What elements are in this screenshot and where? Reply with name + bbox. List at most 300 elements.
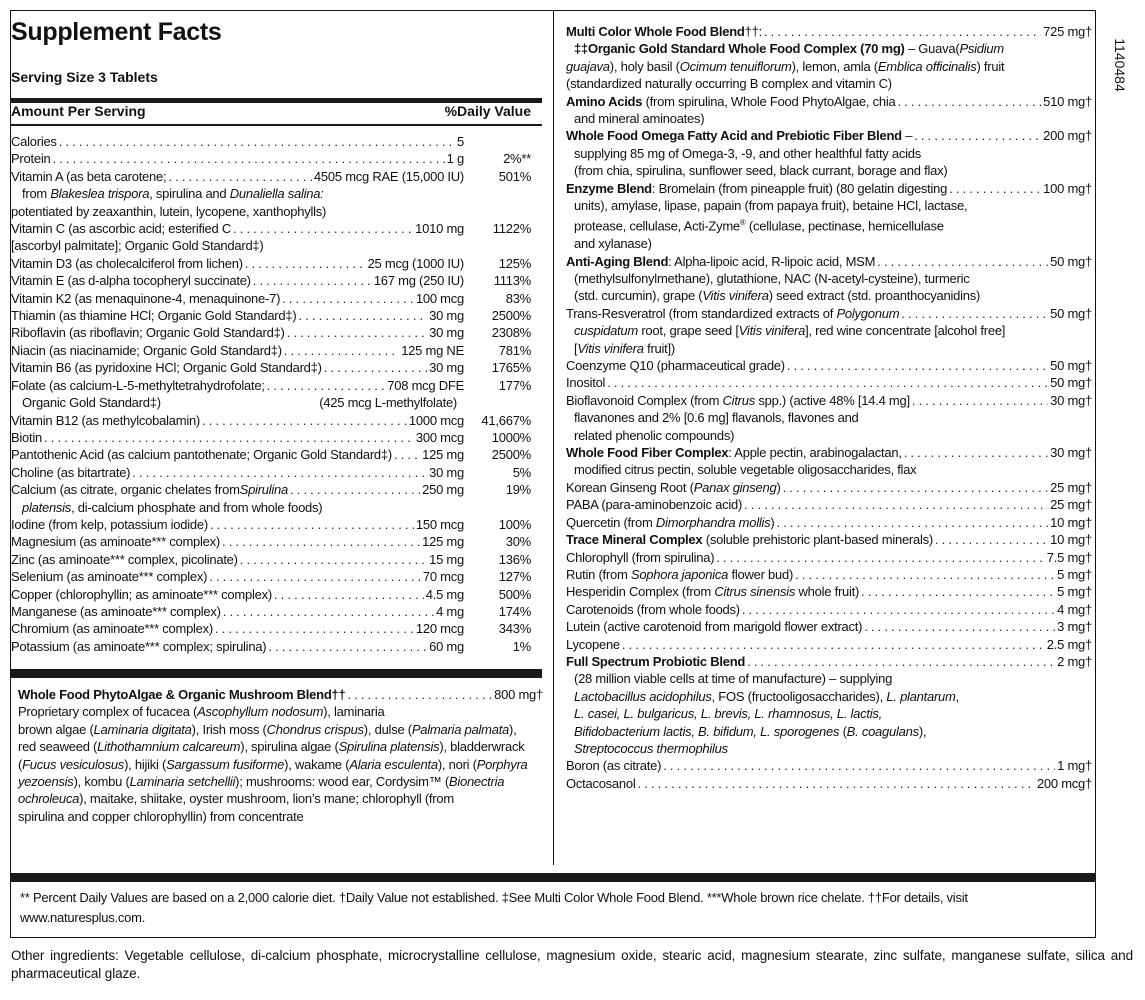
amount-per-serving-label: Amount Per Serving	[11, 103, 146, 119]
text-part: protease, cellulase, Acti-Zyme	[574, 218, 740, 234]
text-part: ); mushrooms: wood ear, Cordysim™ (	[235, 774, 449, 790]
nutrient-name: Protein	[11, 151, 51, 167]
nutrient-name: Riboflavin (as riboflavin; Organic Gold Standard‡)	[11, 325, 285, 341]
ingredient-row	[566, 253, 1092, 270]
leader-dots	[274, 586, 424, 603]
side-code	[1103, 22, 1139, 112]
text-part: (from spirulina, Whole Food PhytoAlgae, chia	[642, 93, 896, 109]
ingredient-detail-line	[566, 145, 1092, 162]
nutrient-daily-value: 41,667%	[481, 412, 531, 428]
nutrient-row	[11, 568, 531, 585]
text-part: supplying 85 mg of Omega-3, -9, and other healthful fatty acids	[574, 145, 922, 161]
nutrient-name: Chromium (as aminoate*** complex)	[11, 621, 213, 637]
text-part: Inositol	[566, 375, 606, 391]
text-part: )	[770, 514, 775, 530]
leader-dots	[215, 620, 414, 637]
text-part: root, grape seed [	[637, 323, 739, 339]
footnote-line-1: ** Percent Daily Values are based on a 2,000 calorie diet. †Daily Value not established. ‡See Multi Color Whole Food Blend. ***Whole brown rice chelate. ††For details, visit	[20, 890, 968, 905]
nutrient-row	[11, 638, 531, 655]
leader-dots	[864, 618, 1055, 635]
text-part: Laminaria setchellii	[129, 774, 236, 790]
ingredient-amount: 200 mcg†	[1036, 775, 1092, 791]
text-part: platensis	[22, 499, 72, 515]
leader-dots	[52, 150, 444, 167]
nutrient-row	[11, 359, 531, 376]
footnote	[20, 887, 1090, 927]
ingredient-amount: 50 mg†	[1050, 253, 1092, 269]
text-part: (28 million viable cells at time of manufacture) – supplying	[574, 671, 893, 687]
leader-dots	[663, 757, 1055, 774]
text-part: ) seed extract (std. proanthocyanidins)	[768, 288, 981, 304]
text-part: (	[839, 723, 847, 739]
text-part: :	[758, 24, 762, 39]
nutrient-name: Choline (as bitartrate)	[11, 464, 131, 480]
ingredient-row	[566, 479, 1092, 496]
ingredient-amount: 50 mg†	[1050, 375, 1092, 391]
ingredient-row	[566, 357, 1092, 374]
ingredient-amount: 50 mg†	[1050, 358, 1092, 374]
leader-dots	[324, 359, 427, 376]
text-part: ),	[509, 721, 517, 737]
ingredient-name	[566, 374, 605, 391]
ingredient-name	[566, 253, 875, 270]
text-part: Bionectria	[448, 774, 505, 790]
nutrient-amount: 4505 mcg RAE (15,000 IU)	[313, 168, 464, 184]
ingredient-detail-line	[566, 740, 1092, 757]
text-part: Amino Acids	[566, 93, 643, 109]
nutrient-name: Magnesium (as aminoate*** complex)	[11, 534, 220, 550]
ingredient-name	[566, 531, 933, 548]
text-part: Chlorophyll (from spirulina)	[566, 549, 715, 565]
leader-dots	[253, 272, 372, 289]
text-part: Ascophyllum nodosum	[197, 704, 324, 720]
leader-dots	[287, 324, 427, 341]
nutrient-daily-value: 2%**	[503, 151, 531, 167]
ingredient-name	[566, 775, 636, 792]
ingredient-amount: 725 mg†	[1043, 24, 1092, 39]
serving-size: Serving Size 3 Tablets	[11, 69, 158, 85]
nutrient-daily-value: 501%	[498, 168, 531, 184]
text-part: Citrus	[722, 392, 755, 408]
leader-dots	[168, 168, 312, 185]
text-part: ), holy basil (	[609, 58, 680, 74]
text-part: (	[18, 756, 23, 772]
nutrient-row	[11, 342, 531, 359]
ingredient-name	[566, 496, 742, 513]
leader-dots	[949, 180, 1041, 197]
nutrient-daily-value: 177%	[498, 377, 531, 393]
ingredient-amount: 2 mg†	[1057, 653, 1092, 669]
leader-dots	[284, 342, 399, 359]
nutrient-row	[11, 168, 531, 185]
nutrient-amount: 70 mcg	[422, 569, 464, 585]
nutrient-daily-value: 125%	[498, 255, 531, 271]
ingredient-row	[566, 180, 1092, 197]
ingredient-detail-line	[566, 214, 1092, 235]
leader-dots	[210, 516, 414, 533]
leader-dots	[233, 220, 413, 237]
header-divider	[11, 124, 542, 126]
text-part: Rutin (from	[566, 566, 631, 582]
ingredient-name	[566, 93, 895, 110]
ingredient-amount: 2.5 mg†	[1046, 636, 1092, 652]
text-part: , FOS (fructooligosaccharides),	[711, 688, 887, 704]
ingredient-detail-line	[566, 705, 1092, 722]
ingredient-detail-line	[566, 40, 1092, 57]
nutrient-name: Potassium (as aminoate*** complex; spirulina)	[11, 638, 267, 654]
leader-dots	[901, 305, 1048, 322]
text-part: Bifidobacterium lactis, B. bifidum, L. sporogenes	[574, 723, 840, 739]
nutrient-name: Thiamin (as thiamine HCl; Organic Gold Standard‡)	[11, 308, 297, 324]
nutrient-daily-value: 781%	[498, 342, 531, 358]
leader-dots	[861, 583, 1055, 600]
leader-dots	[268, 638, 427, 655]
phytoalgae-blend	[18, 686, 543, 825]
text-part: ), bladderwrack	[439, 739, 525, 755]
text-part: Korean Ginseng Root (	[566, 479, 694, 495]
text-part: flavanones and 2% [0.6 mg] flavanols, flavones and	[574, 410, 859, 426]
text-part: Alaria esculenta	[349, 756, 438, 772]
nutrient-amount: 15 mg	[429, 551, 464, 567]
text-part: Octacosanol	[566, 775, 636, 791]
ingredient-name	[566, 653, 745, 670]
nutrient-amount: 150 mcg	[415, 516, 464, 532]
ingredient-amount: 1 mg†	[1057, 758, 1092, 774]
text-part: Panax ginseng	[693, 479, 777, 495]
text-part: – Guava(	[904, 41, 960, 57]
ingredient-detail-line	[566, 670, 1092, 687]
text-part: (425 mcg L-methylfolate)	[319, 395, 457, 411]
blend-title-row	[18, 686, 543, 703]
leader-dots	[776, 514, 1048, 531]
nutrient-name: Copper (chlorophyllin; as aminoate*** complex)	[11, 586, 272, 602]
text-part: (from chia, spirulina, sunflower seed, black currant, borage and flax)	[574, 163, 948, 179]
text-part: Spirulina	[239, 482, 288, 498]
nutrient-name: Vitamin K2 (as menaquinone-4, menaquinone-7)	[11, 290, 281, 306]
text-part: ), wakame (	[284, 756, 350, 772]
ingredient-amount: 5 mg†	[1057, 566, 1092, 582]
text-part: Streptococcus thermophilus	[574, 740, 728, 756]
leader-dots	[222, 533, 420, 550]
blend-line	[18, 703, 543, 720]
text-part: ), dulse (	[363, 721, 412, 737]
nutrient-name: Biotin	[11, 429, 43, 445]
nutrient-row	[11, 586, 531, 603]
footnote-line-2: www.naturesplus.com.	[20, 910, 146, 925]
ingredient-amount: 25 mg†	[1050, 479, 1092, 495]
nutrient-daily-value: 100%	[498, 516, 531, 532]
text-part: ,	[955, 688, 959, 704]
text-part: Citrus sinensis	[714, 584, 796, 600]
nutrient-daily-value: 30%	[505, 534, 531, 550]
leader-dots	[747, 653, 1055, 670]
nutrient-name: Vitamin E (as d-alpha tocopheryl succinate)	[11, 273, 251, 289]
blend-line	[18, 790, 543, 807]
text-part: Lithothamnium calcareum	[97, 739, 241, 755]
calcium-continuation	[11, 499, 531, 516]
nutrient-amount: 30 mg	[429, 325, 464, 341]
leader-dots	[245, 255, 366, 272]
text-part: Trace Mineral Complex	[566, 532, 703, 548]
blend-line	[18, 756, 543, 773]
amount-header	[11, 103, 531, 119]
nutrient-daily-value: 1122%	[492, 221, 531, 237]
leader-dots	[282, 290, 414, 307]
text-part: ), laminaria	[323, 704, 385, 720]
text-part: [	[574, 340, 578, 356]
nutrient-name: Selenium (as aminoate*** complex)	[11, 569, 208, 585]
text-part: flower bud)	[728, 566, 794, 582]
text-part: Psidium	[959, 41, 1004, 57]
leader-dots	[716, 549, 1044, 566]
ingredient-name	[566, 549, 714, 566]
nutrient-name: Folate (as calcium-L-5-methyltetrahydrofolate;	[11, 377, 265, 393]
ingredient-row	[566, 514, 1092, 531]
ingredient-detail-line	[566, 409, 1092, 426]
leader-dots	[240, 551, 427, 568]
nutrient-name: Iodine (from kelp, potassium iodide)	[11, 516, 208, 532]
blend-amount: 800 mg†	[494, 687, 543, 702]
text-part: ), maitake, shiitake, oyster mushroom, lion’s mane; chlorophyll (from	[79, 791, 454, 807]
text-part: red seaweed (	[18, 739, 98, 755]
nutrient-amount: 60 mg	[429, 638, 464, 654]
nutrient-name: Pantothenic Acid (as calcium pantothenate; Organic Gold Standard‡)	[11, 447, 392, 463]
ingredient-amount: 25 mg†	[1050, 497, 1092, 513]
ingredient-row	[566, 93, 1092, 110]
ingredient-detail-line	[566, 723, 1092, 740]
text-part: Enzyme Blend	[566, 180, 652, 196]
nutrient-daily-value: 2500%	[491, 308, 531, 324]
nutrient-daily-value: 1000%	[491, 429, 531, 445]
text-part: Whole Food Omega Fatty Acid and Prebiotic Fiber Blend	[566, 128, 902, 144]
text-part: L. casei, L. bulgaricus, L. brevis, L. rhamnosus, L. lactis,	[574, 706, 882, 722]
ingredient-name	[566, 514, 774, 531]
nutrient-daily-value: 83%	[505, 290, 531, 306]
blend-list	[566, 23, 1092, 792]
ingredient-amount: 10 mg†	[1050, 514, 1092, 530]
text-part: (standardized naturally occurring B complex and vitamin C)	[566, 76, 892, 92]
leader-dots	[298, 307, 427, 324]
nutrient-daily-value: 136%	[498, 551, 531, 567]
text-part: modified citrus pectin, soluble vegetable oligosaccharides, flax	[574, 462, 917, 478]
nutrient-amount: 1000 mcg	[408, 412, 464, 428]
nutrient-name: Zinc (as aminoate*** complex, picolinate)	[11, 551, 238, 567]
nutrient-row	[11, 133, 531, 150]
nutrient-row	[11, 464, 531, 481]
nutrient-amount: 30 mg	[429, 464, 464, 480]
ingredient-name	[566, 305, 899, 322]
nutrient-name: Calcium (as citrate, organic chelates from	[11, 482, 240, 498]
nutrient-daily-value: 1765%	[491, 360, 531, 376]
text-part: (std. curcumin), grape (	[574, 288, 703, 304]
nutrient-amount: 100 mcg	[415, 290, 464, 306]
nutrient-amount: 1 g	[446, 151, 464, 167]
leader-dots	[209, 568, 421, 585]
text-part: Boron (as citrate)	[566, 758, 662, 774]
leader-dots	[912, 392, 1048, 409]
text-part: , di-calcium phosphate and from whole foods)	[71, 499, 323, 515]
text-part: yezoensis	[18, 774, 74, 790]
leader-dots	[935, 531, 1048, 548]
text-part: Anti-Aging Blend	[566, 253, 669, 269]
text-part: Dunaliella salina:	[229, 186, 324, 202]
nutrient-name: Vitamin A (as beta carotene;	[11, 168, 167, 184]
nutrient-amount: 30 mg	[429, 360, 464, 376]
nutrient-row	[11, 272, 531, 289]
ingredient-amount: 3 mg†	[1057, 619, 1092, 635]
ingredient-amount: 510 mg†	[1043, 93, 1092, 109]
leader-dots	[347, 686, 492, 703]
nutrient-name: Niacin (as niacinamide; Organic Gold Standard‡)	[11, 342, 282, 358]
side-code-text: 1140484	[1112, 38, 1128, 92]
ingredient-name	[566, 618, 862, 635]
nutrient-name: Vitamin C (as ascorbic acid; esterified C	[11, 221, 231, 237]
text-part: ), spirulina algae (	[240, 739, 339, 755]
text-part: ), lemon, amla (	[791, 58, 878, 74]
ingredient-row	[566, 444, 1092, 461]
text-part: Hesperidin Complex (from	[566, 584, 715, 600]
nutrient-amount: 25 mcg (1000 IU)	[367, 255, 464, 271]
ingredient-detail-line	[566, 75, 1092, 92]
text-part: Fucus vesiculosus	[22, 756, 125, 772]
nutrient-amount: 4 mg	[436, 603, 464, 619]
text-part: , spirulina and	[149, 186, 230, 202]
text-part: guajava	[566, 58, 610, 74]
ingredient-amount: 10 mg†	[1050, 532, 1092, 548]
ingredient-row	[566, 23, 1092, 40]
nutrient-daily-value: 1113%	[493, 273, 531, 289]
ingredient-detail-line	[566, 287, 1092, 304]
text-part: Ocimum tenuiflorum	[679, 58, 792, 74]
ingredient-detail-line	[566, 162, 1092, 179]
ingredient-name	[566, 180, 947, 197]
text-part: Porphyra	[476, 756, 528, 772]
leader-dots	[795, 566, 1055, 583]
ingredient-detail-line	[566, 235, 1092, 252]
ingredient-row	[566, 583, 1092, 600]
ingredient-amount: 30 mg†	[1050, 445, 1092, 461]
blend-line	[18, 808, 543, 825]
text-part: (methylsulfonylmethane), glutathione, NAC (N-acetyl-cysteine), turmeric	[574, 271, 970, 287]
text-part: Quercetin (from	[566, 514, 656, 530]
nutrient-amount: 167 mg (250 IU)	[373, 273, 464, 289]
nutrient-row	[11, 620, 531, 637]
ingredient-name	[566, 127, 912, 144]
text-part: L. plantarum	[886, 688, 956, 704]
nutrient-daily-value: 1%	[512, 638, 531, 654]
nutrient-row	[11, 324, 531, 341]
text-part: fruit])	[643, 340, 675, 356]
text-part: ) fruit	[976, 58, 1005, 74]
leader-dots	[787, 357, 1048, 374]
nutrient-daily-value: 343%	[498, 621, 531, 637]
leader-dots	[897, 93, 1041, 110]
text-part: ], red wine concentrate [alcohol free]	[805, 323, 1006, 339]
leader-dots	[638, 775, 1035, 792]
text-part: Emblica officinalis	[877, 58, 977, 74]
text-part: B. coagulans	[846, 723, 919, 739]
column-divider	[553, 10, 554, 865]
text-part: (soluble prehistoric plant-based minerals)	[702, 532, 933, 548]
ingredient-row	[566, 757, 1092, 774]
text-part: Lutein (active carotenoid from marigold flower extract)	[566, 619, 863, 635]
nutrient-amount: 125 mg	[422, 447, 464, 463]
nutrient-amount: 125 mg	[422, 534, 464, 550]
nutrient-name: Manganese (as aminoate*** complex)	[11, 603, 221, 619]
nutrient-name: Vitamin D3 (as cholecalciferol from lichen)	[11, 255, 243, 271]
leader-dots	[223, 603, 434, 620]
leader-dots	[877, 253, 1048, 270]
leader-dots	[914, 127, 1041, 144]
text-part: (cellulase, pectinase, hemicellulase	[745, 218, 944, 234]
text-part: Laminaria digitata	[93, 721, 192, 737]
nutrient-row	[11, 533, 531, 550]
ingredient-amount: 30 mg†	[1050, 392, 1092, 408]
nutrient-row	[11, 516, 531, 533]
nutrient-row	[11, 603, 531, 620]
text-part: Full Spectrum Probiotic Blend	[566, 653, 746, 669]
other-ingredients: Other ingredients: Vegetable cellulose, di-calcium phosphate, microcrystalline cellulose, magnesium oxide, stearic acid, magnesium stearate, zinc sulfate, manganese sulfate, silica and pharmaceutical glaze.	[11, 948, 1133, 981]
text-part: spp.) (active 48% [14.4 mg]	[755, 392, 910, 408]
nutrient-daily-value: 127%	[498, 569, 531, 585]
text-part: Bioflavonoid Complex (from	[566, 392, 723, 408]
ingredient-amount: 4 mg†	[1057, 601, 1092, 617]
text-part: : Bromelain (from pineapple fruit) (80 gelatin digesting	[651, 180, 948, 196]
leader-dots	[622, 636, 1045, 653]
leader-dots	[904, 444, 1048, 461]
ingredient-amount: 200 mg†	[1043, 128, 1092, 144]
vitamin-a-continuation-2: potentiated by zeaxanthin, lutein, lycopene, xanthophylls)	[11, 203, 327, 219]
text-part: and mineral aminoates)	[574, 111, 705, 127]
nutrient-amount: 120 mcg	[415, 621, 464, 637]
text-part: Dimorphandra mollis	[655, 514, 771, 530]
ingredient-row	[566, 496, 1092, 513]
text-part: Organic Gold Standard‡)	[22, 395, 161, 411]
ingredient-row	[566, 531, 1092, 548]
text-part: Polygonum	[836, 305, 900, 321]
text-part: from	[22, 186, 51, 202]
ingredient-amount: 7.5 mg†	[1046, 549, 1092, 565]
text-part: whole fruit)	[795, 584, 860, 600]
ingredient-row	[566, 601, 1092, 618]
ingredient-row	[566, 127, 1092, 144]
leader-dots	[132, 464, 427, 481]
nutrient-row	[11, 446, 531, 463]
ingredient-detail-line	[566, 58, 1092, 75]
ingredient-detail-line	[566, 322, 1092, 339]
ingredient-row	[566, 618, 1092, 635]
ingredient-name	[566, 583, 859, 600]
leader-dots	[742, 601, 1055, 618]
ingredient-detail-line	[566, 270, 1092, 287]
folate-continuation	[11, 394, 531, 411]
ingredient-row	[566, 636, 1092, 653]
text-part: Proprietary complex of fucacea (	[18, 704, 198, 720]
ingredient-name	[566, 23, 762, 40]
ingredient-row	[566, 305, 1092, 322]
text-part: ‡‡Organic Gold Standard Whole Food Complex (70 mg)	[574, 41, 905, 57]
text-part: –	[901, 128, 913, 144]
ingredient-detail-line	[566, 461, 1092, 478]
nutrient-daily-value: 5%	[512, 464, 531, 480]
text-part: Multi Color Whole Food Blend	[566, 24, 745, 39]
blend-title: Whole Food PhytoAlgae & Organic Mushroom Blend††	[18, 687, 346, 702]
nutrient-amount: 1010 mg	[415, 221, 464, 237]
nutrient-row	[11, 412, 531, 429]
text-part: spirulina and copper chlorophyllin) from concentrate	[18, 808, 304, 824]
nutrient-list	[11, 133, 531, 655]
nutrient-row	[11, 481, 531, 498]
